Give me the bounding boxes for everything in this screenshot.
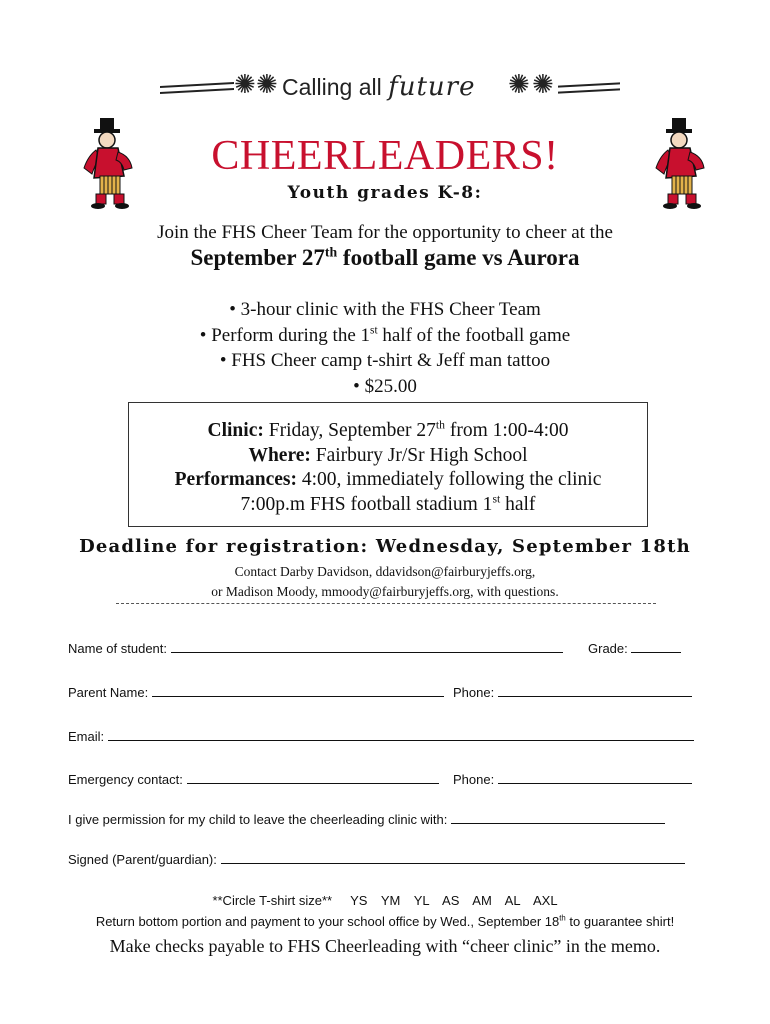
cut-line (116, 603, 656, 604)
return-sup: th (559, 913, 566, 923)
bullet-text: Perform during the 1 (211, 324, 371, 346)
bullet-item (0, 348, 770, 374)
performances-label: Performances: (174, 469, 297, 490)
clinic-line (129, 419, 647, 444)
return-instructions (0, 914, 770, 929)
signed-label: Signed (Parent/guardian): (68, 852, 217, 867)
grade-field[interactable] (631, 638, 681, 653)
grade-label: Grade: (588, 641, 628, 656)
tshirt-size-line (0, 893, 770, 908)
subtitle: Youth grades K-8: (287, 183, 483, 203)
game-text-post: football game vs Aurora (337, 245, 580, 270)
permission-field[interactable] (451, 809, 665, 824)
parent-label: Parent Name: (68, 685, 149, 700)
calling-future: future (388, 72, 476, 102)
signature-field[interactable] (221, 849, 685, 864)
performances-line-2 (129, 493, 647, 518)
pom-pom-icon: ✺ (532, 70, 554, 100)
contact-info (0, 562, 770, 602)
return-post: to guarantee shirt! (565, 914, 675, 929)
where-line (129, 444, 647, 469)
game-text (0, 245, 770, 271)
phone-field[interactable] (498, 682, 692, 697)
emergency-phone-field[interactable] (498, 769, 692, 784)
emergency-label: Emergency contact: (68, 772, 183, 787)
calling-banner (160, 70, 620, 106)
student-name-field[interactable] (171, 638, 563, 653)
bullet-text: 3-hour clinic with the FHS Cheer Team (240, 299, 541, 320)
calling-text (282, 72, 476, 102)
performances-value: 4:00, immediately following the clinic (297, 469, 602, 490)
clinic-time: from 1:00-4:00 (445, 420, 569, 441)
streamer-left (160, 82, 234, 94)
pom-pom-icon: ✺ (256, 70, 278, 100)
info-box (128, 402, 648, 527)
pom-pom-icon: ✺ (508, 70, 530, 100)
bullet-item (0, 374, 770, 400)
bullet-sup: st (370, 324, 378, 337)
bullet-item (0, 297, 770, 323)
phone-label: Phone: (453, 685, 495, 700)
email-label: Email: (68, 729, 105, 744)
phone2-label: Phone: (453, 772, 495, 787)
bullet-text: $25.00 (364, 375, 417, 397)
permission-row (68, 809, 665, 827)
tshirt-sizes[interactable]: YS YM YL AS AM AL AXL (350, 893, 558, 908)
bullet-list (0, 297, 770, 399)
page-title: CHEERLEADERS! (211, 133, 559, 179)
return-pre: Return bottom portion and payment to your school office by Wed., September 18 (95, 914, 560, 929)
signed-row (68, 849, 685, 867)
checks-payable: Make checks payable to FHS Cheerleading with “cheer clinic” in the memo. (109, 936, 661, 956)
student-row (68, 638, 563, 656)
email-row (68, 726, 694, 744)
contact-line-1: Contact Darby Davidson, ddavidson@fairburyjeffs.org, (234, 564, 536, 579)
perf2-sup: st (492, 492, 501, 505)
grade-row (588, 638, 681, 656)
game-text-pre: September 27 (190, 245, 325, 270)
phone-row (453, 682, 692, 700)
join-text: Join the FHS Cheer Team for the opportunity to cheer at the (157, 222, 613, 243)
perf2-pre: 7:00p.m FHS football stadium 1 (240, 493, 493, 515)
permission-label: I give permission for my child to leave the cheerleading clinic with: (68, 812, 448, 827)
perf2-post: half (500, 493, 536, 515)
emergency-contact-field[interactable] (187, 769, 439, 784)
streamer-right (558, 82, 620, 93)
parent-name-field[interactable] (152, 682, 444, 697)
tshirt-label: **Circle T-shirt size** (212, 893, 333, 908)
game-text-sup: th (324, 244, 338, 260)
bullet-text-post: half of the football game (377, 324, 571, 346)
clinic-label: Clinic: (207, 420, 264, 441)
deadline: Deadline for registration: Wednesday, September 18th (79, 536, 691, 557)
bullet-text: FHS Cheer camp t-shirt & Jeff man tattoo (231, 350, 551, 371)
pom-pom-icon: ✺ (234, 70, 256, 100)
performances-line (129, 468, 647, 493)
parent-row (68, 682, 444, 700)
calling-prefix: Calling all (282, 74, 382, 100)
clinic-sup: th (435, 418, 445, 432)
email-field[interactable] (108, 726, 694, 741)
bullet-item (0, 323, 770, 349)
emergency-phone-row (453, 769, 692, 787)
clinic-value: Friday, September 27 (263, 420, 436, 441)
student-label: Name of student: (68, 641, 167, 656)
contact-line-2: or Madison Moody, mmoody@fairburyjeffs.org, with questions. (211, 584, 559, 599)
emergency-row (68, 769, 439, 787)
where-value: Fairbury Jr/Sr High School (310, 444, 528, 466)
where-label: Where: (248, 444, 311, 466)
